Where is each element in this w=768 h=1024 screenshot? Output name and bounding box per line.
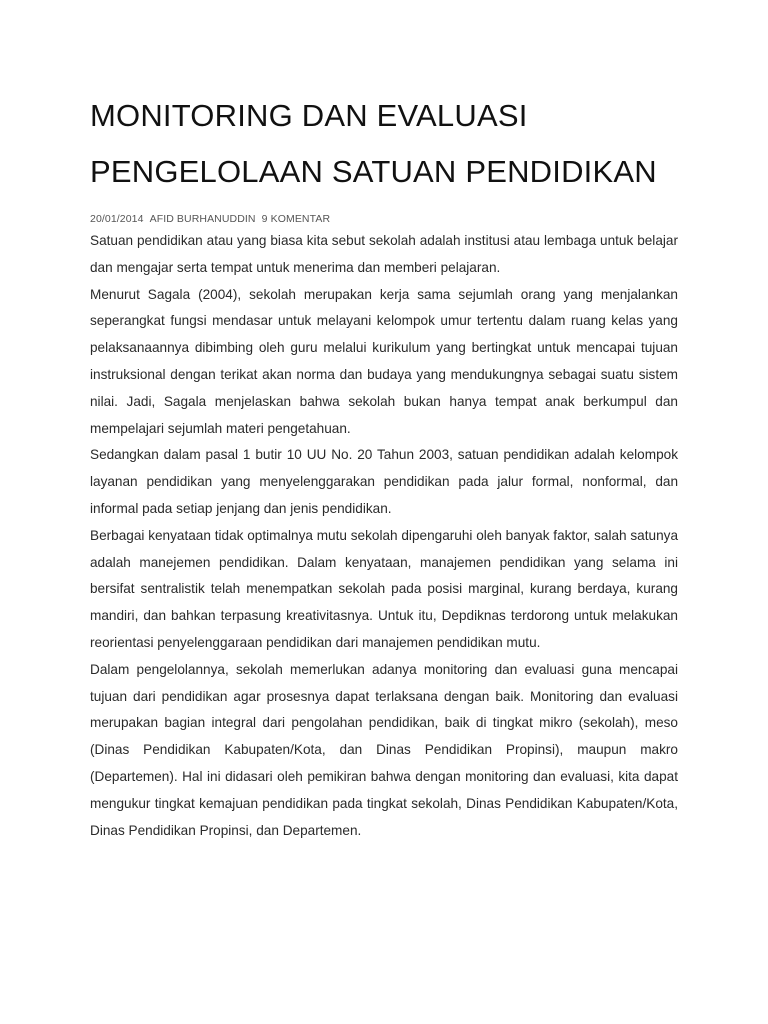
paragraph-3: Sedangkan dalam pasal 1 butir 10 UU No. 20 Tahun 2003, satuan pendidikan adalah kelompok layanan pendidikan yang menyelenggarakan pendidikan pada jalur formal, nonformal, dan informal pada setiap jenjang dan jenis pendidikan. (90, 447, 678, 516)
article-title-line-2: PENGELOLAAN SATUAN PENDIDIKAN (90, 154, 657, 189)
article-title (90, 88, 678, 200)
post-date: 20/01/2014 (90, 213, 144, 225)
paragraph-1: Satuan pendidikan atau yang biasa kita sebut sekolah adalah institusi atau lembaga untuk belajar dan mengajar serta tempat untuk menerima dan memberi pelajaran. (90, 233, 678, 275)
comments-link[interactable]: 9 KOMENTAR (261, 213, 331, 225)
article (90, 88, 678, 844)
article-meta (90, 212, 678, 226)
paragraph-4: Berbagai kenyataan tidak optimalnya mutu sekolah dipengaruhi oleh banyak faktor, salah satunya adalah manejemen pendidikan. Dalam kenyataan, manajemen pendidikan yang selama ini bersifat sentralistik telah menempatkan sekolah pada posisi marginal, kurang berdaya, kurang mandiri, dan bahkan terpasung kreativitasnya. Untuk itu, Depdiknas terdorong untuk melakukan reorientasi penyelenggaraan pendidikan dari manajemen pendidikan mutu. (90, 527, 678, 650)
paragraph-2: Menurut Sagala (2004), sekolah merupakan kerja sama sejumlah orang yang menjalankan seperangkat fungsi mendasar untuk melayani kelompok umur tertentu dalam ruang kelas yang pelaksanaannya dibimbing oleh guru melalui kurikulum yang bertingkat untuk mencapai tujuan instruksional dengan terikat akan norma dan budaya yang mendukungnya sebagai suatu sistem nilai. Jadi, Sagala menjelaskan bahwa sekolah bukan hanya tempat anak berkumpul dan mempelajari sejumlah materi pengetahuan. (90, 286, 678, 436)
article-title-line-1: MONITORING DAN EVALUASI (90, 98, 528, 133)
paragraph-5: Dalam pengelolannya, sekolah memerlukan adanya monitoring dan evaluasi guna mencapai tujuan dari pendidikan agar prosesnya dapat terlaksana dengan baik. Monitoring dan evaluasi merupakan bagian integral dari pengolahan pendidikan, baik di tingkat mikro (sekolah), meso (Dinas Pendidikan Kabupaten/Kota, dan Dinas Pendidikan Propinsi), maupun makro (Departemen). Hal ini didasari oleh pemikiran bahwa dengan monitoring dan evaluasi, kita dapat mengukur tingkat kemajuan pendidikan pada tingkat sekolah, Dinas Pendidikan Kabupaten/Kota, Dinas Pendidikan Propinsi, dan Departemen. (90, 661, 678, 838)
author-link[interactable]: AFID BURHANUDDIN (149, 213, 256, 225)
article-body (90, 228, 678, 844)
